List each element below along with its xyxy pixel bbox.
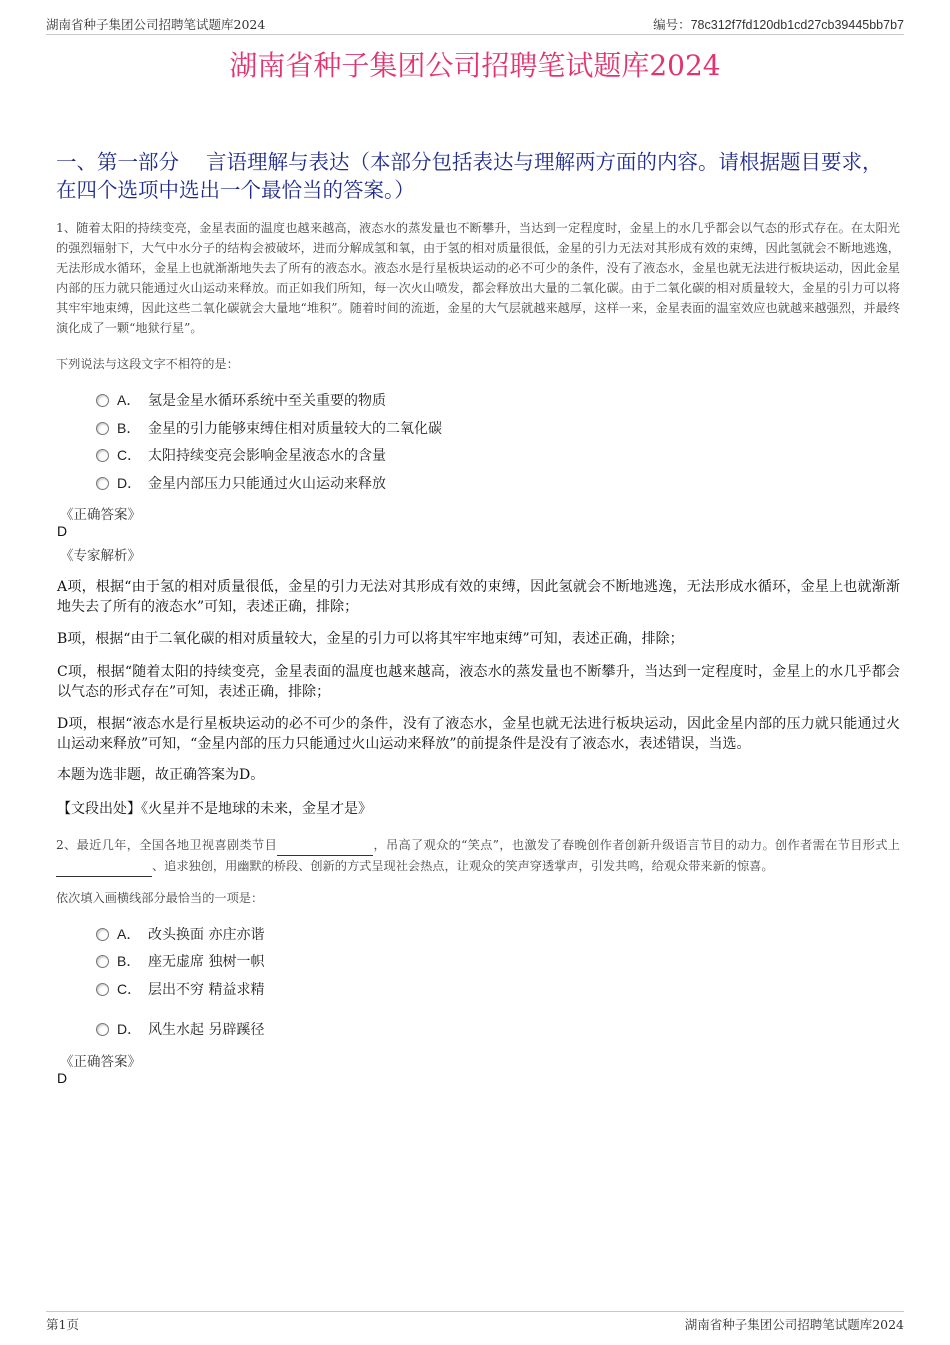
q1-option-a[interactable]: A． 氢是金星水循环系统中至关重要的物质 <box>96 390 386 410</box>
header-id-value: 78c312f7fd120db1cd27cb39445bb7b7 <box>690 18 904 32</box>
radio-icon[interactable] <box>96 928 109 941</box>
radio-icon[interactable] <box>96 422 109 435</box>
q1-analysis-c: C项，根据“随着太阳的持续变亮，金星表面的温度也越来越高，液态水的蒸发量也不断攀升，当达到一定程度时，金星上的水几乎都会以气态的形式存在”可知，表述正确，排除； <box>57 664 900 700</box>
radio-icon[interactable] <box>96 394 109 407</box>
q1-passage: 1、随着太阳的持续变亮，金星表面的温度也越来越高，液态水的蒸发量也不断攀升，当达到一定程度时，金星上的水几乎都会以气态的形式存在。在太阳光的强烈辐射下，大气中水分子的结构会被破坏，进而分解成氢和氧，由于氢的相对质量很低，金星的引力无法对其形成有效的束缚，因此氢就会不断地逃逸，无法形成水循环，金星上也就渐渐地失去了所有的液态水。液态水是行星板块运动的必不可少的条件，没有了液态水，金星也就无法进行板块运动，因此金星内部的压力就只能通过火山运动来释放。而正如我们所知，每一次火山喷发，都会释放出大量的二氧化碳。由于二氧化碳的相对质量较大，金星的引力可以将其牢牢地束缚，因此这些二氧化碳就会大量地“堆积”。随着时间的流逝，金星的大气层就越来越厚，这样一来，金星表面的温室效应也就越来越强烈，并最终演化成了一颗“地狱行星”。 <box>56 221 900 335</box>
q1-analysis-a: A项，根据“由于氢的相对质量很低，金星的引力无法对其形成有效的束缚，因此氢就会不断地逃逸，无法形成水循环，金星上也就渐渐地失去了所有的液态水”可知，表述正确，排除； <box>57 579 900 615</box>
q1-analysis-label: 《专家解析》 <box>60 548 141 564</box>
q1-answer: D <box>57 523 68 539</box>
q1-prompt: 下列说法与这段文字不相符的是： <box>56 357 239 371</box>
q1-analysis-b: B项，根据“由于二氧化碳的相对质量较大，金星的引力可以将其牢牢地束缚”可知，表述正确，排除； <box>57 631 684 647</box>
q2-option-a[interactable]: A． 改头换面 亦庄亦谐 <box>96 924 264 944</box>
q1-conclusion: 本题为选非题，故正确答案为D。 <box>57 767 265 783</box>
footer-page-number: 第1页 <box>46 1317 79 1332</box>
radio-icon[interactable] <box>96 449 109 462</box>
header-doc-title: 湖南省种子集团公司招聘笔试题库2024 <box>46 17 266 32</box>
footer-doc-title: 湖南省种子集团公司招聘笔试题库2024 <box>684 1317 904 1332</box>
q2-answer: D <box>57 1070 68 1086</box>
page-footer <box>46 1311 904 1332</box>
radio-icon[interactable] <box>96 477 109 490</box>
q1-analysis-d: D项，根据“液态水是行星板块运动的必不可少的条件，没有了液态水，金星也就无法进行板块运动，因此金星内部的压力就只能通过火山运动来释放”可知，“金星内部的压力只能通过火山运动来释放”的前提条件是没有了液态水，表述错误，当选。 <box>57 716 900 752</box>
q1-answer-label: 《正确答案》 <box>60 507 141 523</box>
radio-icon[interactable] <box>96 955 109 968</box>
q1-option-b[interactable]: B． 金星的引力能够束缚住相对质量较大的二氧化碳 <box>96 418 442 438</box>
q2-blank-1 <box>277 835 373 856</box>
q2-answer-label: 《正确答案》 <box>60 1054 141 1070</box>
q2-prompt: 依次填入画横线部分最恰当的一项是： <box>56 891 264 905</box>
header-id-label: 编号： <box>653 17 691 32</box>
q1-option-c[interactable]: C． 太阳持续变亮会影响金星液态水的含量 <box>96 445 386 465</box>
radio-icon[interactable] <box>96 1023 109 1036</box>
page-header <box>46 12 904 35</box>
radio-icon[interactable] <box>96 983 109 996</box>
q2-passage: 2、最近几年，全国各地卫视喜剧类节目 ，吊高了观众的“笑点”，也激发了春晚创作者创新升级语言节目的动力。创作者需在节目形式上 、追求独创，用幽默的桥段、创新的方式呈现社会热点，让观众的笑声穿透掌声，引发共鸣，给观众带来新的惊喜。 <box>56 835 900 877</box>
q2-option-d[interactable]: D． 风生水起 另辟蹊径 <box>96 1019 264 1039</box>
header-doc-id <box>653 15 904 33</box>
q2-option-b[interactable]: B． 座无虚席 独树一帜 <box>96 951 264 971</box>
document-title: 湖南省种子集团公司招聘笔试题库2024 <box>229 49 721 82</box>
q1-source: 【文段出处】《火星并不是地球的未来，金星才是》 <box>57 801 372 817</box>
q2-option-c[interactable]: C． 层出不穷 精益求精 <box>96 979 264 999</box>
q2-blank-2 <box>56 856 152 877</box>
q1-option-d[interactable]: D． 金星内部压力只能通过火山运动来释放 <box>96 473 386 493</box>
section-heading: 一、第一部分 言语理解与表达（本部分包括表达与理解两方面的内容。请根据题目要求，在四个选项中选出一个最恰当的答案。） <box>56 150 883 202</box>
